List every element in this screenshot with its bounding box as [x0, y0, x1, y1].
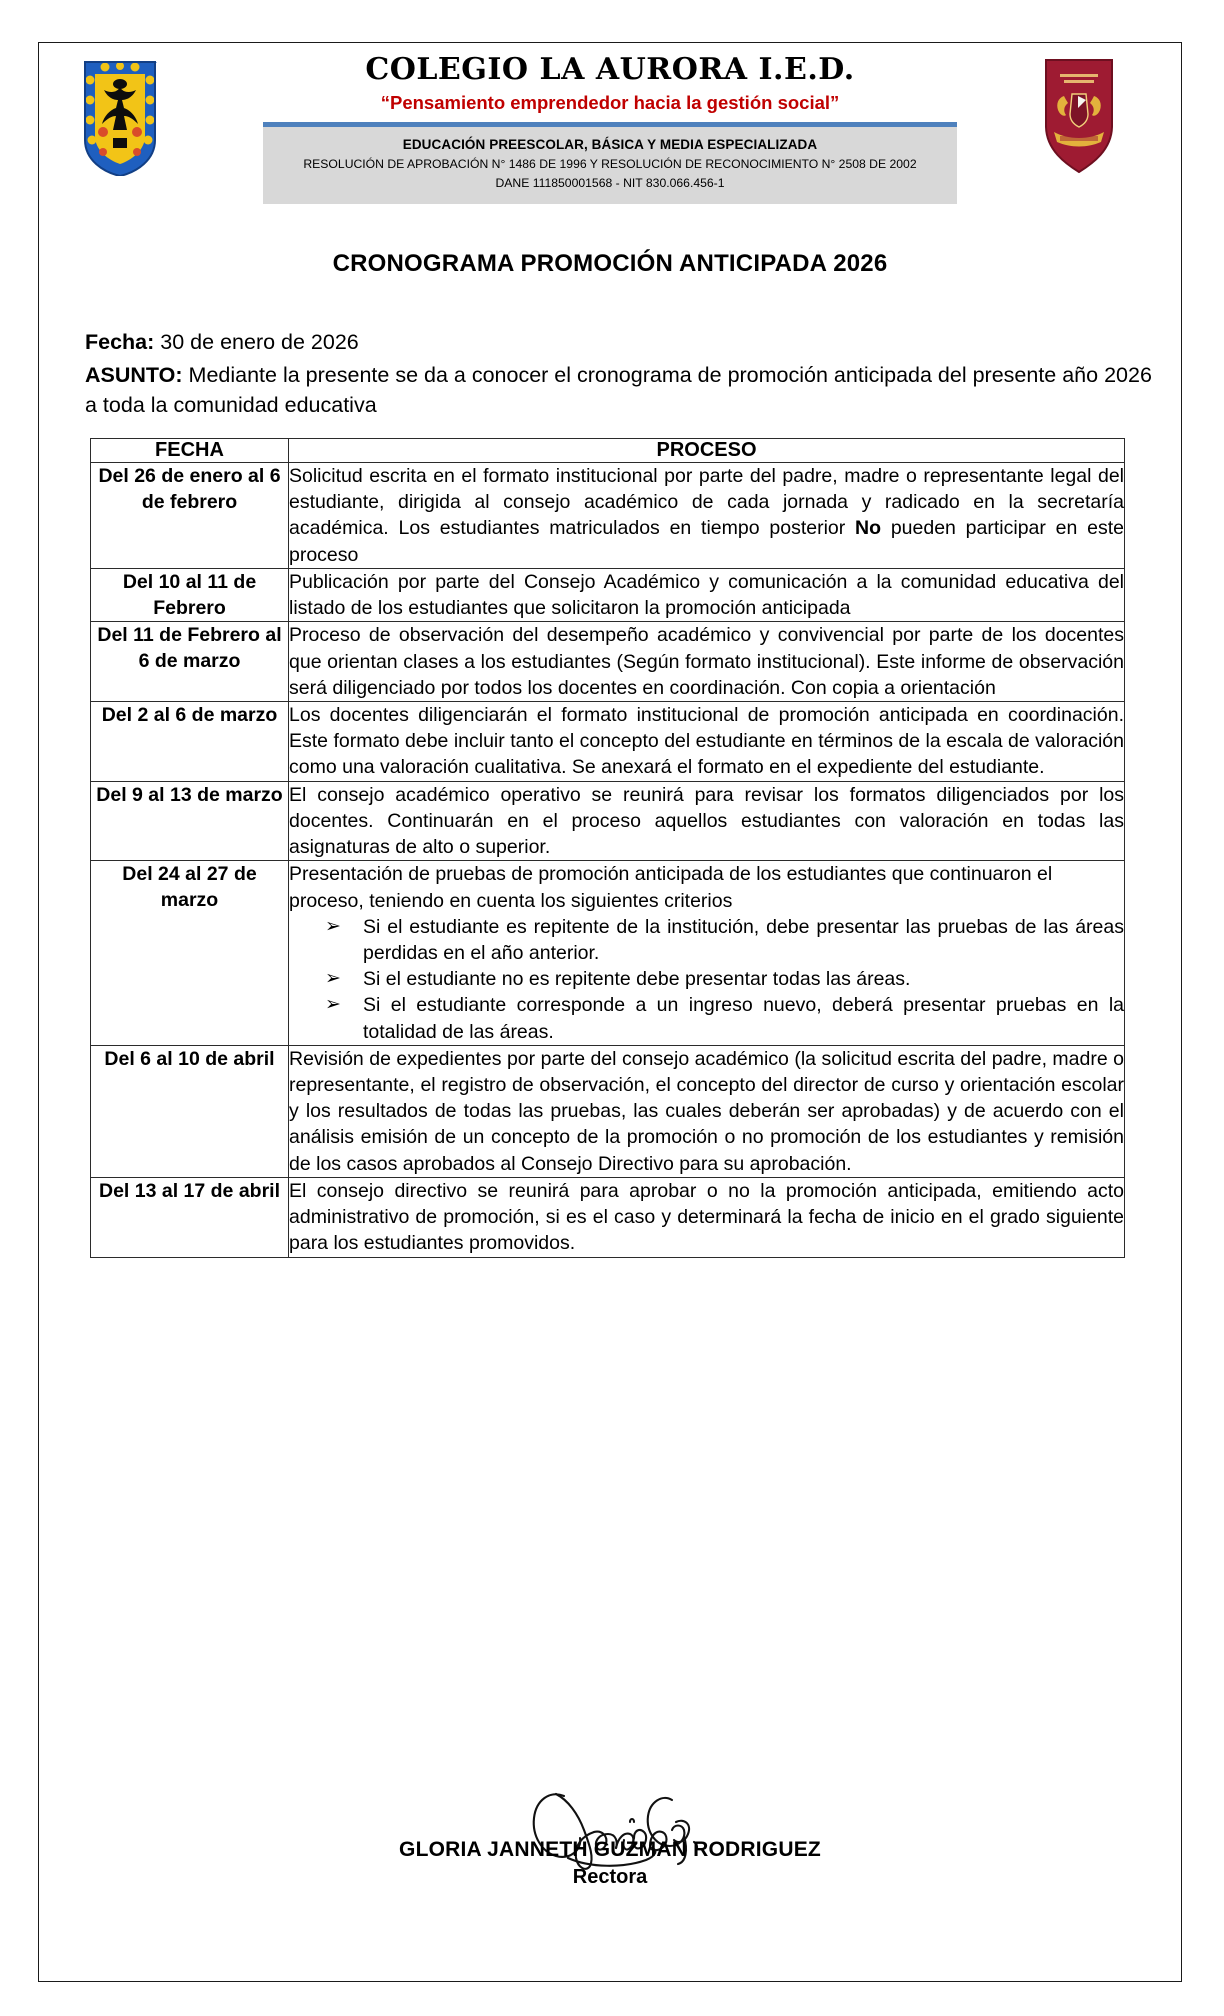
- table-row: [91, 1045, 1125, 1177]
- asunto-row: [85, 360, 1155, 421]
- accreditation-line-2: RESOLUCIÓN DE APROBACIÓN N° 1486 DE 1996 Y RESOLUCIÓN DE RECONOCIMIENTO N° 2508 DE 2002: [303, 156, 917, 171]
- list-item-text: Si el estudiante es repitente de la institución, debe presentar las pruebas de las áreas perdidas en el año anterior.: [363, 915, 1124, 964]
- fecha-row: [85, 327, 1155, 358]
- header-text-block: [190, 44, 1030, 204]
- table-row: [91, 463, 1125, 569]
- table-row: [91, 861, 1125, 1046]
- table-row: [91, 1177, 1125, 1257]
- row-process: Publicación por parte del Consejo Académico y comunicación a la comunidad educativa del listado de los estudiantes que solicitaron la promoción anticipada: [289, 568, 1125, 621]
- list-item-text: Si el estudiante no es repitente debe presentar todas las áreas.: [363, 968, 911, 991]
- row-process-emphasis: No: [855, 517, 882, 540]
- list-item: [325, 992, 1124, 1044]
- fecha-value: 30 de enero de 2026: [160, 330, 359, 354]
- accreditation-line-3: DANE 111850001568 - NIT 830.066.456-1: [495, 175, 725, 190]
- row-date: Del 2 al 6 de marzo: [91, 701, 289, 781]
- row-process: Proceso de observación del desempeño académico y convivencial por parte de los docentes que orientan clases a los estudiantes (Según formato institucional). Este informe de observación será diligenciado por todos los docentes en coordinación. Con copia a orientación: [289, 622, 1125, 702]
- row-process: El consejo académico operativo se reunirá para revisar los formatos diligenciados por los docentes. Continuarán en el proceso aquellos estudiantes con valoración en todas las asignaturas de alto o superior.: [289, 781, 1125, 861]
- arrow-bullet-icon: ➢: [325, 968, 341, 990]
- signer-role: Rectora: [572, 1866, 648, 1888]
- bogota-coat-of-arms-icon: [83, 54, 157, 176]
- row-process: [289, 861, 1125, 1046]
- row-process-pre: Solicitud escrita en el formato institucional por parte del padre, madre o representante legal del estudiante, dirigida al consejo académico de cada jornada y radicado en la secretaría académica. Los estudiantes matriculados en tiempo posterior: [289, 465, 1124, 540]
- signature-block: [40, 1780, 1180, 1889]
- row-process-post: pueden participar en este proceso: [289, 517, 1124, 566]
- fecha-label: Fecha:: [85, 330, 155, 354]
- row-date: Del 24 al 27 de marzo: [91, 861, 289, 1046]
- accreditation-band: [263, 127, 957, 204]
- school-motto: “Pensamiento emprendedor hacia la gestión social”: [380, 92, 840, 114]
- intro-block: [85, 327, 1155, 423]
- school-shield-crest-icon: [1040, 56, 1118, 174]
- asunto-label: ASUNTO:: [85, 362, 183, 387]
- page-title: CRONOGRAMA PROMOCIÓN ANTICIPADA 2026: [332, 250, 888, 277]
- row-process: El consejo directivo se reunirá para aprobar o no la promoción anticipada, emitiendo acto administrativo de promoción, si es el caso y determinará la fecha de inicio en el grado siguiente para los estudiantes promovidos.: [289, 1177, 1125, 1257]
- criteria-list: [289, 914, 1124, 1045]
- accreditation-line-1: EDUCACIÓN PREESCOLAR, BÁSICA Y MEDIA ESPECIALIZADA: [402, 136, 818, 152]
- school-name: COLEGIO LA AURORA I.E.D.: [365, 52, 855, 87]
- list-item-text: Si el estudiante corresponde a un ingreso nuevo, deberá presentar pruebas en la totalidad de las áreas.: [363, 994, 1124, 1043]
- handwritten-signature-icon: [498, 1780, 738, 1880]
- asunto-text: Mediante la presente se da a conocer el cronograma de promoción anticipada del presente año 2026 a toda la comunidad educativa: [85, 362, 1152, 418]
- schedule-table: [90, 438, 1125, 1258]
- document-header: [40, 44, 1180, 194]
- table-row: [91, 781, 1125, 861]
- row-process: Revisión de expedientes por parte del consejo académico (la solicitud escrita del padre, madre o representante, el registro de observación, el concepto del director de curso y orientación escolar y los resultados de todas las pruebas, las cuales deberán ser aprobadas) y de acuerdo con el análisis emisión de un concepto de la promoción o no promoción de los estudiantes y remisión de los casos aprobados al Consejo Directivo para su aprobación.: [289, 1045, 1125, 1177]
- arrow-bullet-icon: ➢: [325, 994, 341, 1016]
- row-date: Del 13 al 17 de abril: [91, 1177, 289, 1257]
- column-header-fecha: FECHA: [91, 439, 289, 463]
- column-header-proceso: PROCESO: [289, 439, 1125, 463]
- row-date: Del 6 al 10 de abril: [91, 1045, 289, 1177]
- table-header-row: [91, 439, 1125, 463]
- list-item: [325, 914, 1124, 966]
- row-date: Del 11 de Febrero al 6 de marzo: [91, 622, 289, 702]
- table-row: [91, 622, 1125, 702]
- table-row: [91, 568, 1125, 621]
- list-item: [325, 966, 1124, 992]
- row-date: Del 10 al 11 de Febrero: [91, 568, 289, 621]
- row-process-lead: Presentación de pruebas de promoción anticipada de los estudiantes que continuaron el proceso, teniendo en cuenta los siguientes criterios: [289, 863, 1053, 912]
- row-process: [289, 463, 1125, 569]
- row-date: Del 26 de enero al 6 de febrero: [91, 463, 289, 569]
- table-row: [91, 701, 1125, 781]
- arrow-bullet-icon: ➢: [325, 915, 341, 937]
- signer-name: GLORIA JANNETH GUZMAN RODRIGUEZ: [399, 1838, 821, 1861]
- row-process: Los docentes diligenciarán el formato institucional de promoción anticipada en coordinación. Este formato debe incluir tanto el concepto del estudiante en términos de la escala de valoración como una valoración cualitativa. Se anexará el formato en el expediente del estudiante.: [289, 701, 1125, 781]
- row-date: Del 9 al 13 de marzo: [91, 781, 289, 861]
